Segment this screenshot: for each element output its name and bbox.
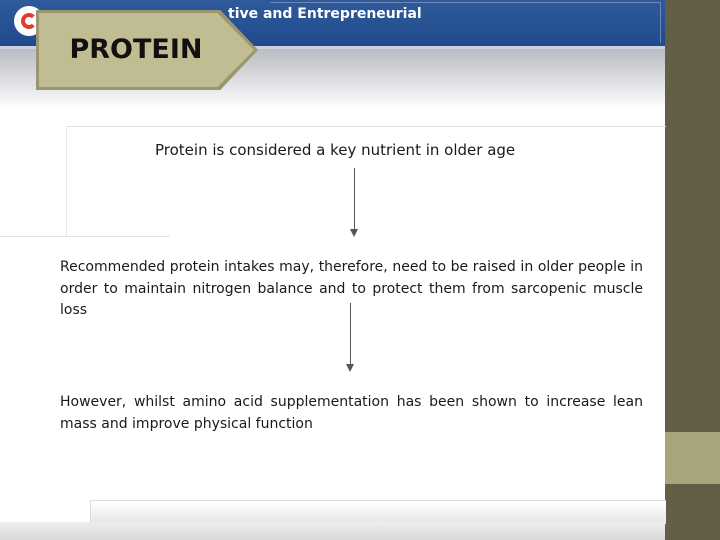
point-1: Protein is considered a key nutrient in older age [155,141,516,159]
decorative-line [0,236,170,237]
right-column-accent [665,432,720,484]
footer-bar [90,500,666,524]
banner-text: tive and Entrepreneurial [228,6,422,22]
decorative-line [66,126,67,236]
decorative-line [66,126,666,127]
point-3: However, whilst amino acid supplementation has been shown to increase lean mass and improve physical function [60,394,643,432]
point-2: Recommended protein intakes may, therefore, need to be raised in older people in order to maintain nitrogen balance and to protect them from sarcopenic muscle loss [60,259,643,318]
right-side-column [665,0,720,540]
bottom-band [0,522,665,540]
slide-title: PROTEIN [69,34,203,65]
arrow-down-icon [350,303,351,365]
arrow-down-icon [354,168,355,230]
